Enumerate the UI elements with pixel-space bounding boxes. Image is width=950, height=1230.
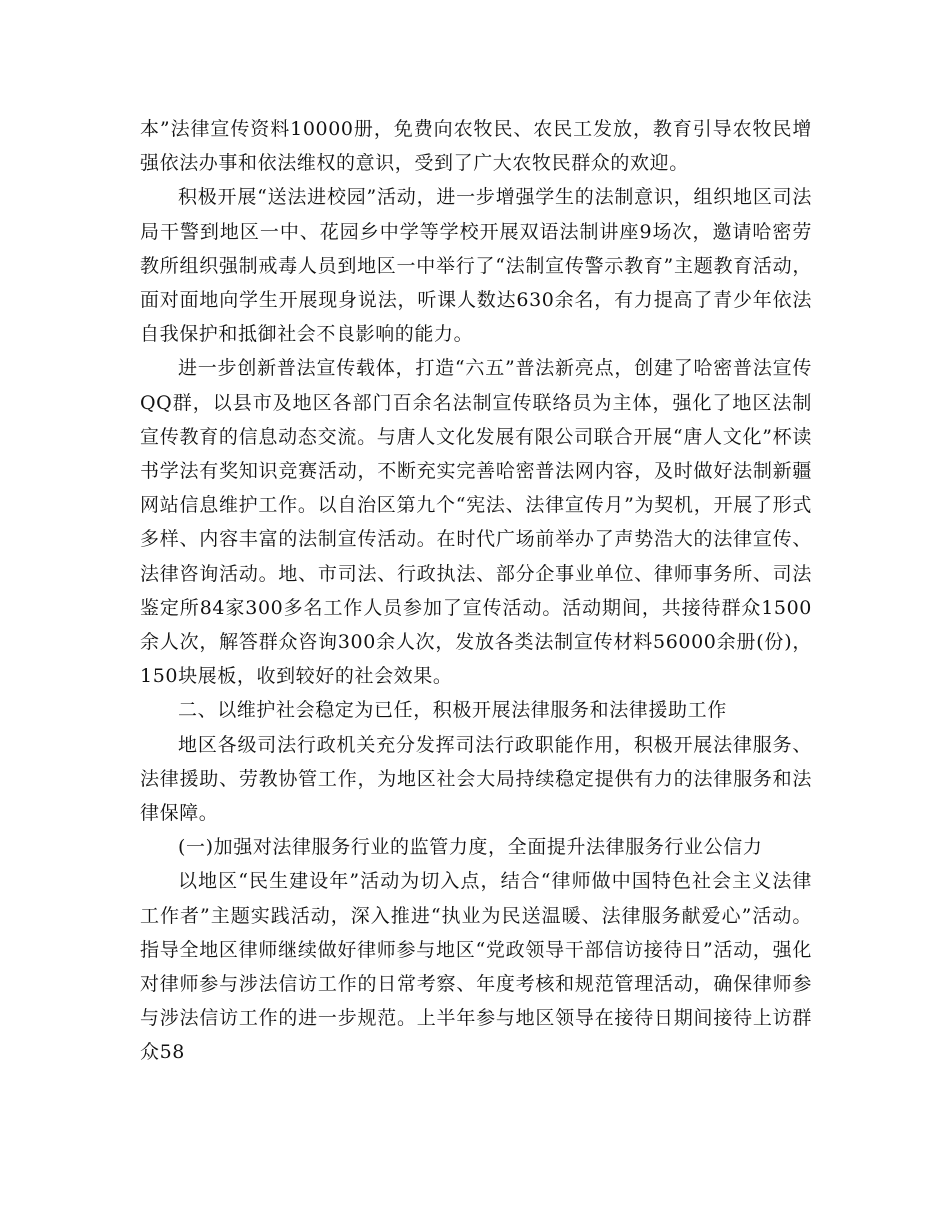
subsection-heading-one: (一)加强对法律服务行业的监管力度，全面提升法律服务行业公信力	[178, 836, 763, 859]
document-body	[140, 112, 812, 1070]
paragraph-publicity-innovation: 进一步创新普法宣传载体，打造“六五”普法新亮点，创建了哈密普法宣传QQ群，以县市及地区各部门百余名法制宣传联络员为主体，强化了地区法制宣传教育的信息动态交流。与唐人文化发展有限公司联合开展“唐人文化”杯读书学法有奖知识竞赛活动，不断充实完善哈密普法网内容，及时做好法制新疆网站信息维护工作。以自治区第九个“宪法、法律宣传月”为契机，开展了形式多样、内容丰富的法制宣传活动。在时代广场前举办了声势浩大的法律宣传、法律咨询活动。地、市司法、行政执法、部分企事业单位、律师事务所、司法鉴定所84家300多名工作人员参加了宣传活动。活动期间，共接待群众1500余人次，解答群众咨询300余人次，发放各类法制宣传材料56000余册(份)，150块展板，收到较好的社会效果。	[140, 357, 812, 688]
paragraph-continued: 本”法律宣传资料10000册，免费向农牧民、农民工发放，教育引导农牧民增强依法办事和依法维权的意识，受到了广大农牧民群众的欢迎。	[140, 118, 812, 175]
paragraph-legal-services: 地区各级司法行政机关充分发挥司法行政职能作用，积极开展法律服务、法律援助、劳教协管工作，为地区社会大局持续稳定提供有力的法律服务和法律保障。	[140, 733, 812, 825]
section-heading-two: 二、以维护社会稳定为已任，积极开展法律服务和法律援助工作	[178, 699, 727, 722]
paragraph-lawyer-supervision: 以地区“民生建设年”活动为切入点，结合“律师做中国特色社会主义法律工作者”主题实践活动，深入推进“执业为民送温暖、法律服务献爱心”活动。指导全地区律师继续做好律师参与地区“党政领导干部信访接待日”活动，强化对律师参与涉法信访工作的日常考察、年度考核和规范管理活动，确保律师参与涉法信访工作的进一步规范。上半年参与地区领导在接待日期间接待上访群众58	[140, 870, 812, 1064]
paragraph-campus-law: 积极开展“送法进校园”活动，进一步增强学生的法制意识，组织地区司法局干警到地区一中、花园乡中学等学校开展双语法制讲座9场次，邀请哈密劳教所组织强制戒毒人员到地区一中举行了“法制宣传警示教育”主题教育活动，面对面地向学生开展现身说法，听课人数达630余名，有力提高了青少年依法自我保护和抵御社会不良影响的能力。	[140, 186, 812, 346]
